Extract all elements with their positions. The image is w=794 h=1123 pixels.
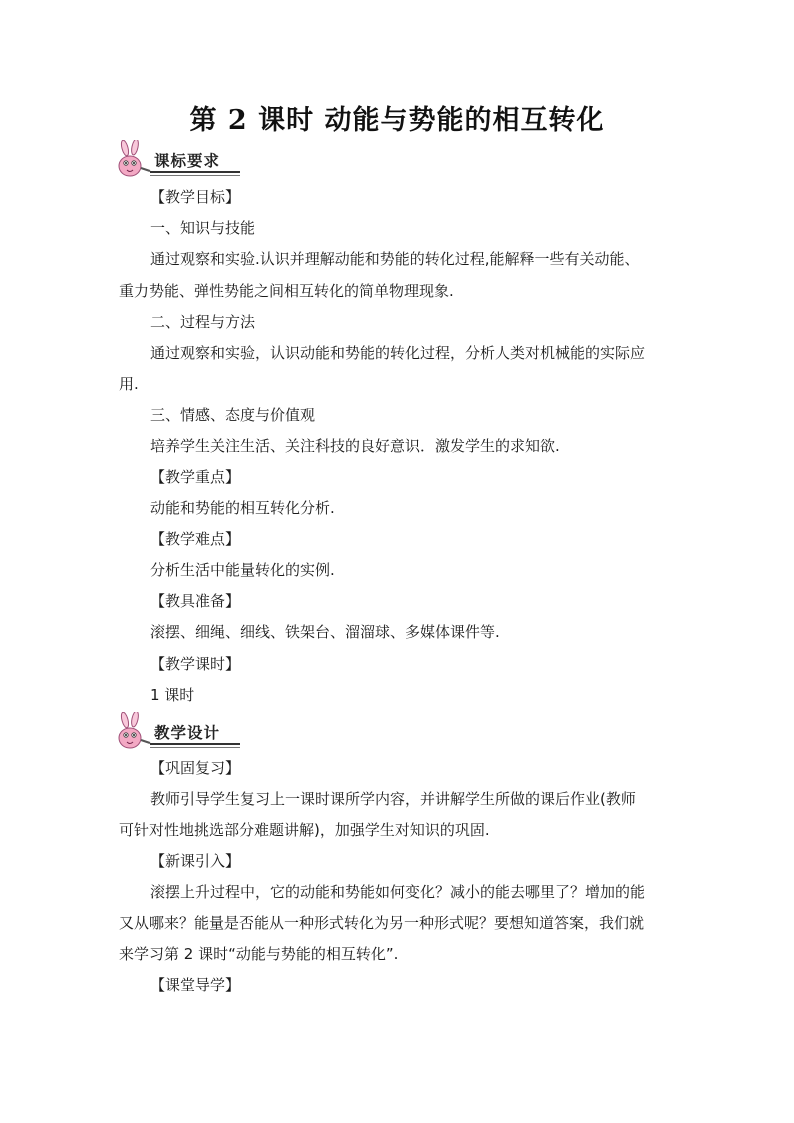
section-label: 教学设计 (154, 724, 221, 742)
paragraph-line: 通过观察和实验，认识动能和势能的转化过程，分析人类对机械能的实际应 (150, 344, 646, 362)
paragraph-line: 又从哪来？能量是否能从一种形式转化为另一种形式呢？要想知道答案，我们就 (119, 914, 645, 932)
section-label: 课标要求 (154, 152, 221, 170)
heading-difficulties: 【教学难点】 (150, 530, 241, 548)
subheading-process: 二、过程与方法 (150, 313, 256, 331)
paragraph-line: 用. (119, 375, 139, 393)
divider (150, 743, 240, 745)
paragraph-line: 动能和势能的相互转化分析. (150, 499, 335, 517)
paragraph-line: 通过观察和实验.认识并理解动能和势能的转化过程,能解释一些有关动能、 (150, 250, 640, 268)
subheading-knowledge: 一、知识与技能 (150, 219, 256, 237)
paragraph-line: 来学习第 2 课时“动能与势能的相互转化”. (119, 945, 399, 963)
section-header-curriculum (116, 140, 256, 180)
paragraph-line: 1 课时 (150, 686, 195, 704)
divider (150, 747, 240, 748)
paragraph-line: 可针对性地挑选部分难题讲解)，加强学生对知识的巩固. (119, 821, 490, 839)
heading-teaching-tools: 【教具准备】 (150, 592, 241, 610)
heading-review: 【巩固复习】 (150, 759, 241, 777)
heading-class-guide: 【课堂导学】 (150, 976, 241, 994)
heading-new-lesson-intro: 【新课引入】 (150, 852, 241, 870)
mascot-icon (116, 712, 156, 752)
heading-class-hours: 【教学课时】 (150, 655, 241, 673)
subheading-attitude: 三、情感、态度与价值观 (150, 406, 316, 424)
paragraph-line: 滚摆上升过程中，它的动能和势能如何变化？减小的能去哪里了？增加的能 (150, 883, 646, 901)
section-header-teaching-design (116, 712, 256, 752)
paragraph-line: 教师引导学生复习上一课时课所学内容，并讲解学生所做的课后作业(教师 (150, 790, 636, 808)
page-title: 第 2 课时 动能与势能的相互转化 (189, 105, 605, 136)
heading-teaching-goals: 【教学目标】 (150, 188, 241, 206)
paragraph-line: 分析生活中能量转化的实例. (150, 561, 335, 579)
paragraph-line: 滚摆、细绳、细线、铁架台、溜溜球、多媒体课件等. (150, 623, 500, 641)
divider (150, 175, 240, 176)
paragraph-line: 重力势能、弹性势能之间相互转化的简单物理现象. (119, 282, 454, 300)
paragraph-line: 培养学生关注生活、关注科技的良好意识．激发学生的求知欲. (150, 437, 560, 455)
mascot-icon (116, 140, 156, 180)
heading-key-points: 【教学重点】 (150, 468, 241, 486)
divider (150, 171, 240, 173)
